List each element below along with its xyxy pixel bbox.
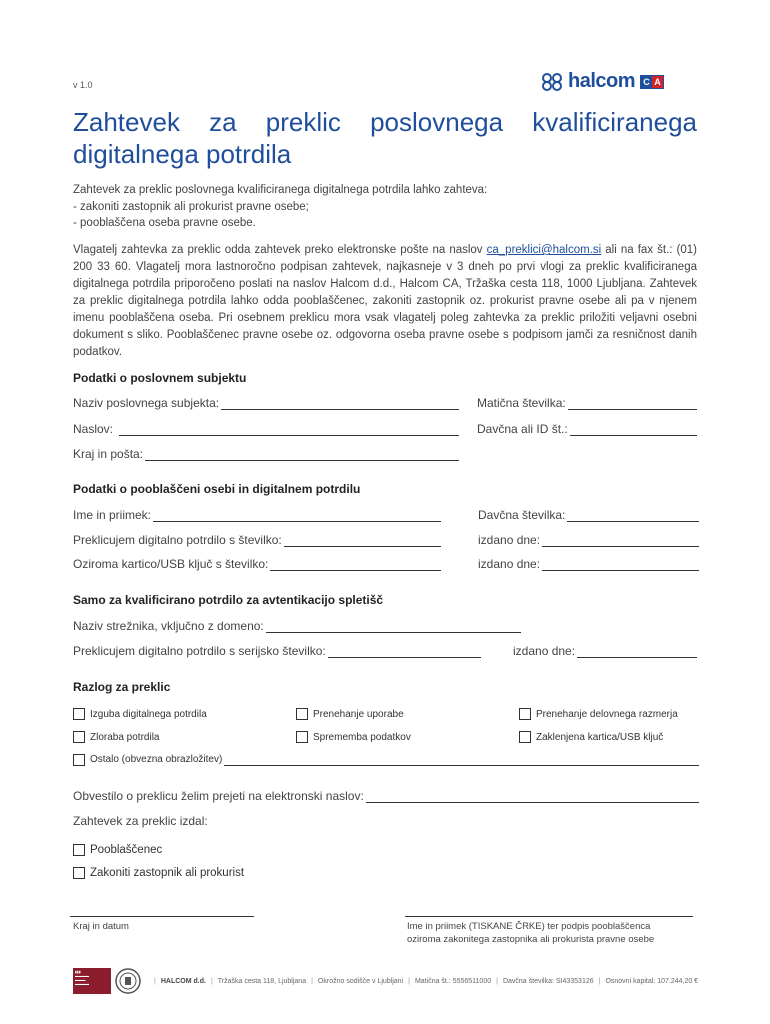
- footer-tax: Davčna številka: SI43353126: [502, 977, 594, 985]
- checkbox-box[interactable]: [73, 731, 85, 743]
- place-date-label: Kraj in datum: [73, 921, 129, 932]
- notification-email-line[interactable]: [366, 790, 699, 803]
- title-word: poslovnega: [370, 107, 504, 137]
- serial-issued-date-line[interactable]: [577, 645, 697, 658]
- ca-badge: [640, 75, 664, 89]
- reason-label: Ostalo (obvezna obrazložitev): [90, 754, 223, 765]
- intro-item: - zakoniti zastopnik ali prokurist pravne osebe;: [73, 200, 309, 213]
- serial-number-label: Preklicujem digitalno potrdilo s serijsko številko:: [73, 644, 326, 658]
- address-line[interactable]: [119, 423, 459, 436]
- city-postcode-line[interactable]: [145, 448, 459, 461]
- checkbox-box[interactable]: [296, 731, 308, 743]
- certificate-issued-date-field[interactable]: [478, 533, 699, 547]
- address-field[interactable]: [73, 422, 459, 436]
- issued-by-text: Zahtevek za preklic izdal:: [73, 814, 208, 828]
- instructions-paragraph: [73, 242, 697, 361]
- card-issued-date-field[interactable]: [478, 557, 699, 571]
- checkbox-box[interactable]: [296, 708, 308, 720]
- card-number-field[interactable]: [73, 557, 441, 571]
- document-title: [73, 106, 697, 170]
- card-issued-date-line[interactable]: [542, 558, 699, 571]
- server-name-field[interactable]: [73, 619, 521, 633]
- title-line-2: digitalnega potrdila: [73, 139, 292, 169]
- registration-number-label: Matična številka:: [477, 396, 566, 410]
- registration-number-line[interactable]: [568, 397, 697, 410]
- reason-label: Prenehanje uporabe: [313, 708, 404, 720]
- version-label: v 1.0: [73, 80, 93, 90]
- reason-checkbox-stop-use[interactable]: [296, 708, 404, 720]
- title-word: Zahtevek: [73, 107, 180, 137]
- section-title-reason: Razlog za preklic: [73, 680, 171, 694]
- title-word: preklic: [265, 107, 341, 137]
- tax-number-field[interactable]: [478, 508, 699, 522]
- reason-checkbox-misuse[interactable]: [73, 731, 159, 743]
- reason-label: Sprememba podatkov: [313, 731, 411, 743]
- card-number-line[interactable]: [270, 558, 441, 571]
- tax-id-label: Davčna ali ID št.:: [477, 422, 568, 436]
- checkbox-box[interactable]: [73, 754, 85, 766]
- reason-label: Zaklenjena kartica/USB ključ: [536, 731, 664, 743]
- section-title-authorized-person: Podatki o pooblaščeni osebi in digitalnem potrdilu: [73, 482, 361, 496]
- card-number-label: Oziroma kartico/USB ključ s številko:: [73, 557, 269, 571]
- reason-checkbox-employment-end[interactable]: [519, 708, 678, 720]
- checkbox-box[interactable]: [519, 708, 531, 720]
- intro-block: [73, 182, 697, 232]
- serial-issued-date-label: izdano dne:: [513, 644, 576, 658]
- city-postcode-field[interactable]: [73, 447, 459, 461]
- serial-number-field[interactable]: [73, 644, 481, 658]
- server-name-label: Naziv strežnika, vključno z domeno:: [73, 619, 264, 633]
- signature-label-line-2: oziroma zakonitega zastopnika ali prokurista pravne osebe: [407, 934, 655, 945]
- ca-badge-c: C: [641, 76, 652, 88]
- notification-email-label: Obvestilo o preklicu želim prejeti na elektronski naslov:: [73, 789, 364, 803]
- place-date-line[interactable]: [70, 916, 254, 917]
- full-name-label: Ime in priimek:: [73, 508, 152, 522]
- certificate-issued-date-label: izdano dne:: [478, 533, 541, 547]
- address-label: Naslov:: [73, 422, 114, 436]
- page-footer: [73, 964, 699, 998]
- footer-court: Okrožno sodišče v Ljubljani: [317, 977, 404, 985]
- tax-id-line[interactable]: [570, 423, 697, 436]
- tax-number-line[interactable]: [567, 509, 699, 522]
- serial-number-line[interactable]: [328, 645, 481, 658]
- signature-label-line-1: Ime in priimek (TISKANE ČRKE) ter podpis pooblaščenca: [407, 921, 651, 932]
- section-title-business: Podatki o poslovnem subjektu: [73, 371, 247, 385]
- serial-issued-date-field[interactable]: [513, 644, 697, 658]
- title-word: kvalificiranega: [532, 107, 697, 137]
- tax-number-label: Davčna številka:: [478, 508, 566, 522]
- footer-company-info: | HALCOM d.d. | Tržaška cesta 118, Ljubljana | Okrožno sodišče v Ljubljani | Matična št.: 5556511000 | Davčna številka: SI43353126 | Osnovni kapital: 107.244,20 €: [154, 977, 699, 985]
- issued-by-checkbox-authorized[interactable]: [73, 844, 162, 856]
- reason-checkbox-locked-card[interactable]: [519, 731, 663, 743]
- certificate-number-field[interactable]: [73, 533, 441, 547]
- email-link[interactable]: ca_preklici@halcom.si: [486, 244, 602, 256]
- certificate-issued-date-line[interactable]: [542, 534, 699, 547]
- title-word: za: [209, 107, 237, 137]
- full-name-field[interactable]: [73, 508, 441, 522]
- issued-by-option-label: Pooblaščenec: [90, 844, 163, 856]
- issued-by-checkbox-representative[interactable]: [73, 867, 244, 879]
- ca-badge-a: A: [652, 76, 663, 88]
- section-title-web-auth: Samo za kvalificirano potrdilo za avtentikacijo spletišč: [73, 593, 384, 607]
- business-name-line[interactable]: [221, 397, 459, 410]
- reason-label: Prenehanje delovnega razmerja: [536, 708, 678, 720]
- reason-label: Zloraba potrdila: [90, 731, 160, 743]
- notification-email-field[interactable]: [73, 789, 699, 803]
- reason-label: Izguba digitalnega potrdila: [90, 708, 207, 720]
- logo-text: halcom: [568, 70, 636, 92]
- signature-line[interactable]: [405, 916, 693, 917]
- checkbox-box[interactable]: [73, 708, 85, 720]
- intro-item: - pooblaščena oseba pravne osebe.: [73, 217, 256, 229]
- reason-checkbox-loss[interactable]: [73, 708, 207, 720]
- footer-capital: Osnovni kapital: 107.244,20 €: [605, 977, 699, 985]
- city-postcode-label: Kraj in pošta:: [73, 447, 144, 461]
- checkbox-box[interactable]: [73, 844, 85, 856]
- issued-by-label: [73, 814, 208, 828]
- reason-checkbox-data-change[interactable]: [296, 731, 411, 743]
- business-name-field[interactable]: [73, 396, 459, 410]
- checkbox-box[interactable]: [519, 731, 531, 743]
- footer-address: Tržaška cesta 118, Ljubljana: [217, 977, 307, 985]
- certification-seal-icon: [115, 968, 141, 994]
- signature-label: [407, 920, 654, 946]
- certificate-number-label: Preklicujem digitalno potrdilo s številko:: [73, 533, 282, 547]
- checkbox-box[interactable]: [73, 867, 85, 879]
- registration-number-field[interactable]: [477, 396, 697, 410]
- card-issued-date-label: izdano dne:: [478, 557, 541, 571]
- intro-lead: Zahtevek za preklic poslovnega kvalificiranega digitalnega potrdila lahko zahteva:: [73, 184, 488, 196]
- reason-checkbox-other[interactable]: [73, 753, 699, 766]
- full-name-line[interactable]: [153, 509, 441, 522]
- halcom-logo-icon: [540, 72, 566, 92]
- certification-logo: ▮▮▮ ▬▬▬▬ ▬▬▬ ▬▬▬▬: [73, 968, 111, 994]
- footer-registration: Matična št.: 5556511000: [414, 977, 492, 985]
- footer-company: HALCOM d.d.: [160, 977, 206, 985]
- business-name-label: Naziv poslovnega subjekta:: [73, 396, 220, 410]
- tax-id-field[interactable]: [477, 422, 697, 436]
- halcom-logo: [540, 70, 664, 93]
- other-reason-line[interactable]: [224, 753, 699, 766]
- instructions-part-2: ali na fax št.: (01) 200 33 60. Vlagatelj mora lastnoročno podpisan zahtevek, najkasneje v 3 dneh po prvi vlogi za preklic kvalificiranega digitalnega potrdila priporočeno poslati na naslov Halcom d.d., Halcom CA, Tržaška cesta 118, 1000 Ljubljana. Zahtevek za preklic digitalnega potrdila lahko odda pooblaščenec, zakoniti zastopnik oz. prokurist pravne osebe ali pa v njenem imenu pooblaščena oseba. Pri osebnem preklicu mora vsak vlagatelj poleg zahtevka za preklic priložiti veljavni osebni dokument s sliko. Pooblaščenec pravne osebe oz. odgovorna oseba pravne osebe s podpisom jamči za resničnost danih podatkov.: [73, 244, 697, 358]
- instructions-part-1: Vlagatelj zahtevka za preklic odda zahtevek preko elektronske pošte na naslov: [73, 244, 487, 256]
- certificate-number-line[interactable]: [284, 534, 441, 547]
- issued-by-option-label: Zakoniti zastopnik ali prokurist: [90, 867, 245, 879]
- server-name-line[interactable]: [266, 620, 521, 633]
